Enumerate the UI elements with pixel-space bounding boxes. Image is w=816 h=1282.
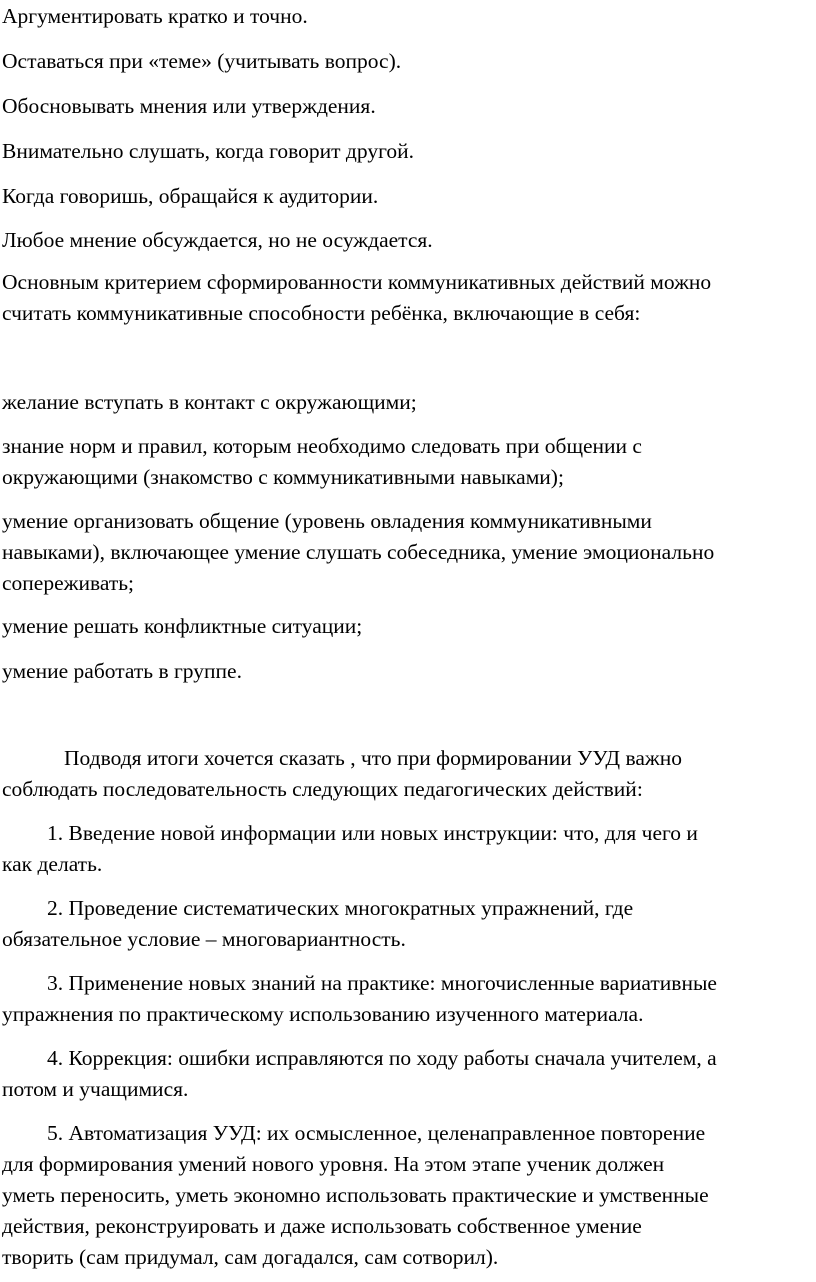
step-5-line-2: для формирования умений нового уровня. На этом этапе ученик должен	[2, 1152, 665, 1176]
step-4-line-1: 4. Коррекция: ошибки исправляются по ходу работы сначала учителем, а	[47, 1046, 717, 1070]
step-5-line-1: 5. Автоматизация УУД: их осмысленное, целенаправленное повторение	[47, 1121, 706, 1145]
ability-conflicts: умение решать конфликтные ситуации;	[2, 614, 363, 638]
ability-norms-line-1: знание норм и правил, которым необходимо следовать при общении с	[2, 434, 642, 458]
step-4-line-2: потом и учащимися.	[2, 1077, 189, 1101]
step-5-line-3: уметь переносить, уметь экономно использовать практические и умственные	[2, 1183, 709, 1207]
summary-line-1: Подводя итоги хочется сказать , что при формировании УУД важно	[64, 746, 682, 770]
step-2-line-2: обязательное условие – многовариантность.	[2, 927, 406, 951]
rule-1: Аргументировать кратко и точно.	[2, 4, 308, 28]
rule-3: Обосновывать мнения или утверждения.	[2, 94, 376, 118]
ability-organize-line-3: сопереживать;	[2, 571, 135, 595]
criterion-line-1: Основным критерием сформированности коммуникативных действий можно	[2, 270, 712, 294]
summary-line-2: соблюдать последовательность следующих педагогических действий:	[2, 777, 643, 801]
step-2-line-1: 2. Проведение систематических многократных упражнений, где	[47, 896, 634, 920]
rule-4: Внимательно слушать, когда говорит другой.	[2, 139, 415, 163]
ability-norms-line-2: окружающими (знакомство с коммуникативными навыками);	[2, 465, 564, 489]
ability-contact: желание вступать в контакт с окружающими;	[2, 390, 417, 414]
criterion-line-2: считать коммуникативные способности ребёнка, включающие в себя:	[2, 301, 641, 325]
step-5-line-4: действия, реконструировать и даже использовать собственное умение	[2, 1214, 642, 1238]
ability-organize-line-1: умение организовать общение (уровень овладения коммуникативными	[2, 509, 652, 533]
ability-group: умение работать в группе.	[2, 659, 242, 683]
step-3-line-2: упражнения по практическому использованию изученного материала.	[2, 1002, 644, 1026]
ability-organize-line-2: навыками), включающее умение слушать собеседника, умение эмоционально	[2, 540, 715, 564]
step-1-line-2: как делать.	[2, 852, 103, 876]
step-1-line-1: 1. Введение новой информации или новых инструкции: что, для чего и	[47, 821, 698, 845]
step-3-line-1: 3. Применение новых знаний на практике: многочисленные вариативные	[47, 971, 717, 995]
rule-6: Любое мнение обсуждается, но не осуждается.	[2, 228, 433, 252]
rule-5: Когда говоришь, обращайся к аудитории.	[2, 184, 379, 208]
rule-2: Оставаться при «теме» (учитывать вопрос).	[2, 49, 402, 73]
step-5-line-5: творить (сам придумал, сам догадался, сам сотворил).	[2, 1245, 499, 1269]
